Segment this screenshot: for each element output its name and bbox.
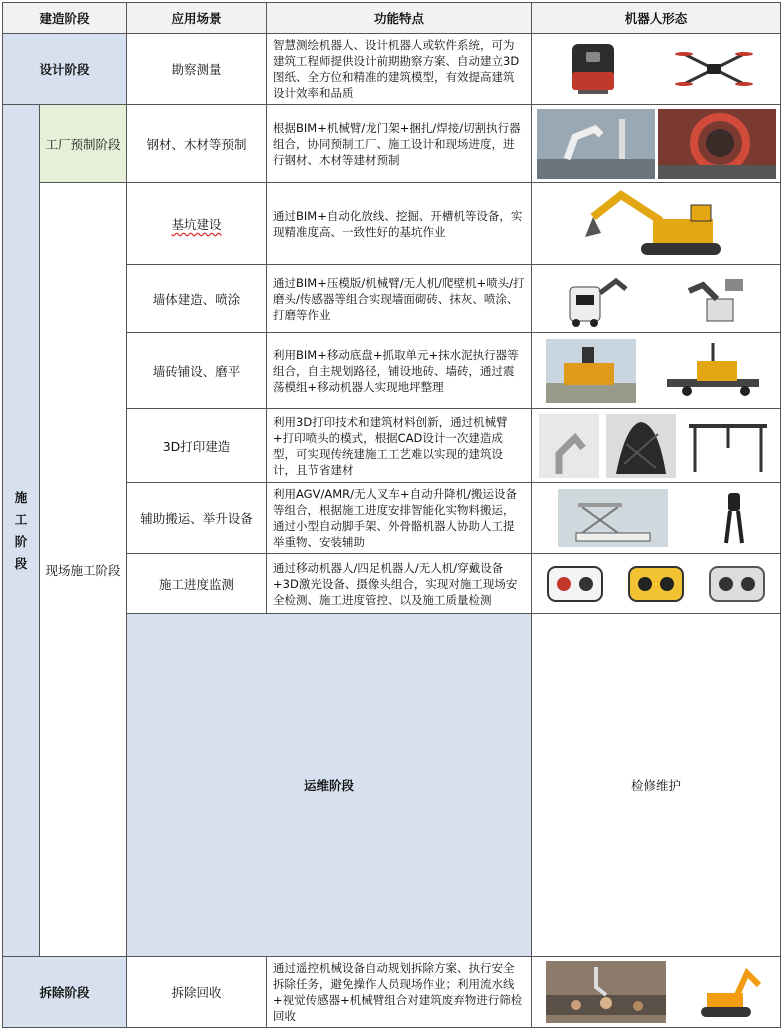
substage-site: 现场施工阶段 [40, 183, 127, 957]
stage-demolition: 拆除阶段 [3, 957, 127, 1028]
spraying-arm-icon [677, 269, 757, 329]
exoskeleton-icon [714, 489, 754, 547]
scene-cell: 墙体建造、喷涂 [127, 265, 267, 333]
tile-laying-robot-icon [546, 339, 636, 403]
feature-cell: 根据BIM+机械臂/龙门架+捆扎/焊接/切割执行器组合，协同预制工厂、施工设计和现场进度，进行钢材、木材等建材预制 [267, 105, 532, 183]
header-form: 机器人形态 [532, 3, 781, 34]
feature-cell: 通过BIM+自动化放线、挖掘、开槽机等设备，实现精准度高、一致性好的基坑作业 [267, 183, 532, 265]
robot-images [532, 34, 781, 105]
welding-robot-icon [658, 109, 776, 179]
sorting-line-icon [546, 961, 666, 1023]
stage-construction: 施 工 阶 段 [3, 105, 40, 957]
feature-cell: 通过移动机器人/四足机器人/无人机/穿戴设备+3D激光设备、摄像头组合，实现对施工现场安全检测、施工进度管控、以及施工质量检测 [267, 554, 532, 614]
feature-cell: 智慧测绘机器人、设计机器人或软件系统，可为建筑工程师提供设计前期勘察方案、自动建立3D图纸、全方位和精准的建筑模型，有效提高建筑设计效率和品质 [267, 34, 532, 105]
scene-cell: 3D打印建造 [127, 409, 267, 483]
floor-leveling-robot-icon [657, 339, 767, 403]
feature-cell: 利用AGV/AMR/无人叉车+自动升降机/搬运设备等组合，根据施工进度安排智能化实物料搬运，通过小型自动脚手架、外骨骼机器人协助人工提举重物、安装辅助 [267, 483, 532, 554]
robot-images [532, 265, 781, 333]
feature-cell: 利用3D打印技术和建筑材料创新，通过机械臂+打印喷头的模式，根据CAD设计一次建造成型，可实现传统建施工工艺难以实现的建筑设计，且节省建材 [267, 409, 532, 483]
scene-cell: 检修维护 [532, 614, 781, 957]
laser-scanner-robot-icon [558, 42, 628, 96]
scene-cell: 墙砖铺设、磨平 [127, 333, 267, 409]
robot-images [532, 483, 781, 554]
header-scene: 应用场景 [127, 3, 267, 34]
table-row [3, 34, 781, 105]
demolition-robot-icon [687, 961, 767, 1023]
lifting-platform-icon [558, 489, 668, 547]
survey-drone-icon [674, 42, 754, 96]
robot-images [532, 105, 781, 183]
table-row [3, 183, 781, 265]
scene-cell: 施工进度监测 [127, 554, 267, 614]
robot-images [532, 183, 781, 265]
robot-images [532, 409, 781, 483]
excavator-icon [571, 187, 741, 261]
scene-cell [127, 183, 267, 265]
table-row [3, 957, 781, 1028]
scanner-yellow-icon [625, 559, 687, 609]
header-row [3, 3, 781, 34]
scene-cell: 勘察测量 [127, 34, 267, 105]
feature-cell: 通过遥控机械设备自动规划拆除方案、执行安全拆除任务，避免操作人员现场作业；利用流水线+视觉传感器+机械臂组合对建筑废弃物进行筛检回收 [267, 957, 532, 1028]
header-feature: 功能特点 [267, 3, 532, 34]
scanner-gray-icon [706, 559, 768, 609]
stage-design: 设计阶段 [3, 34, 127, 105]
printing-arm-icon [539, 414, 599, 478]
scene-text: 基坑建设 [171, 216, 222, 232]
table-row [3, 105, 781, 183]
robot-application-table [2, 2, 781, 1028]
substage-factory: 工厂预制阶段 [40, 105, 127, 183]
robot-images [532, 957, 781, 1028]
scanner-white-icon [544, 559, 606, 609]
robot-images [532, 554, 781, 614]
scene-cell: 辅助搬运、举升设备 [127, 483, 267, 554]
scene-cell: 钢材、木材等预制 [127, 105, 267, 183]
feature-cell: 通过BIM+压模版/机械臂/无人机/爬壁机+喷头/打磨头/传感器等组合实现墙面砌砖、抹灰、喷涂、打磨等作业 [267, 265, 532, 333]
wall-building-robot-icon [556, 269, 636, 329]
feature-cell: 利用BIM+移动底盘+抓取单元+抹水泥执行器等组合，自主规划路径，铺设地砖、墙砖，通过震荡模组+移动机器人实现地坪整理 [267, 333, 532, 409]
printed-structure-icon [606, 414, 676, 478]
header-stage: 建造阶段 [3, 3, 127, 34]
gantry-printer-icon [683, 414, 773, 478]
robot-images [532, 333, 781, 409]
stage-om: 运维阶段 [127, 614, 532, 957]
scene-cell: 拆除回收 [127, 957, 267, 1028]
robot-arm-factory-icon [537, 109, 655, 179]
